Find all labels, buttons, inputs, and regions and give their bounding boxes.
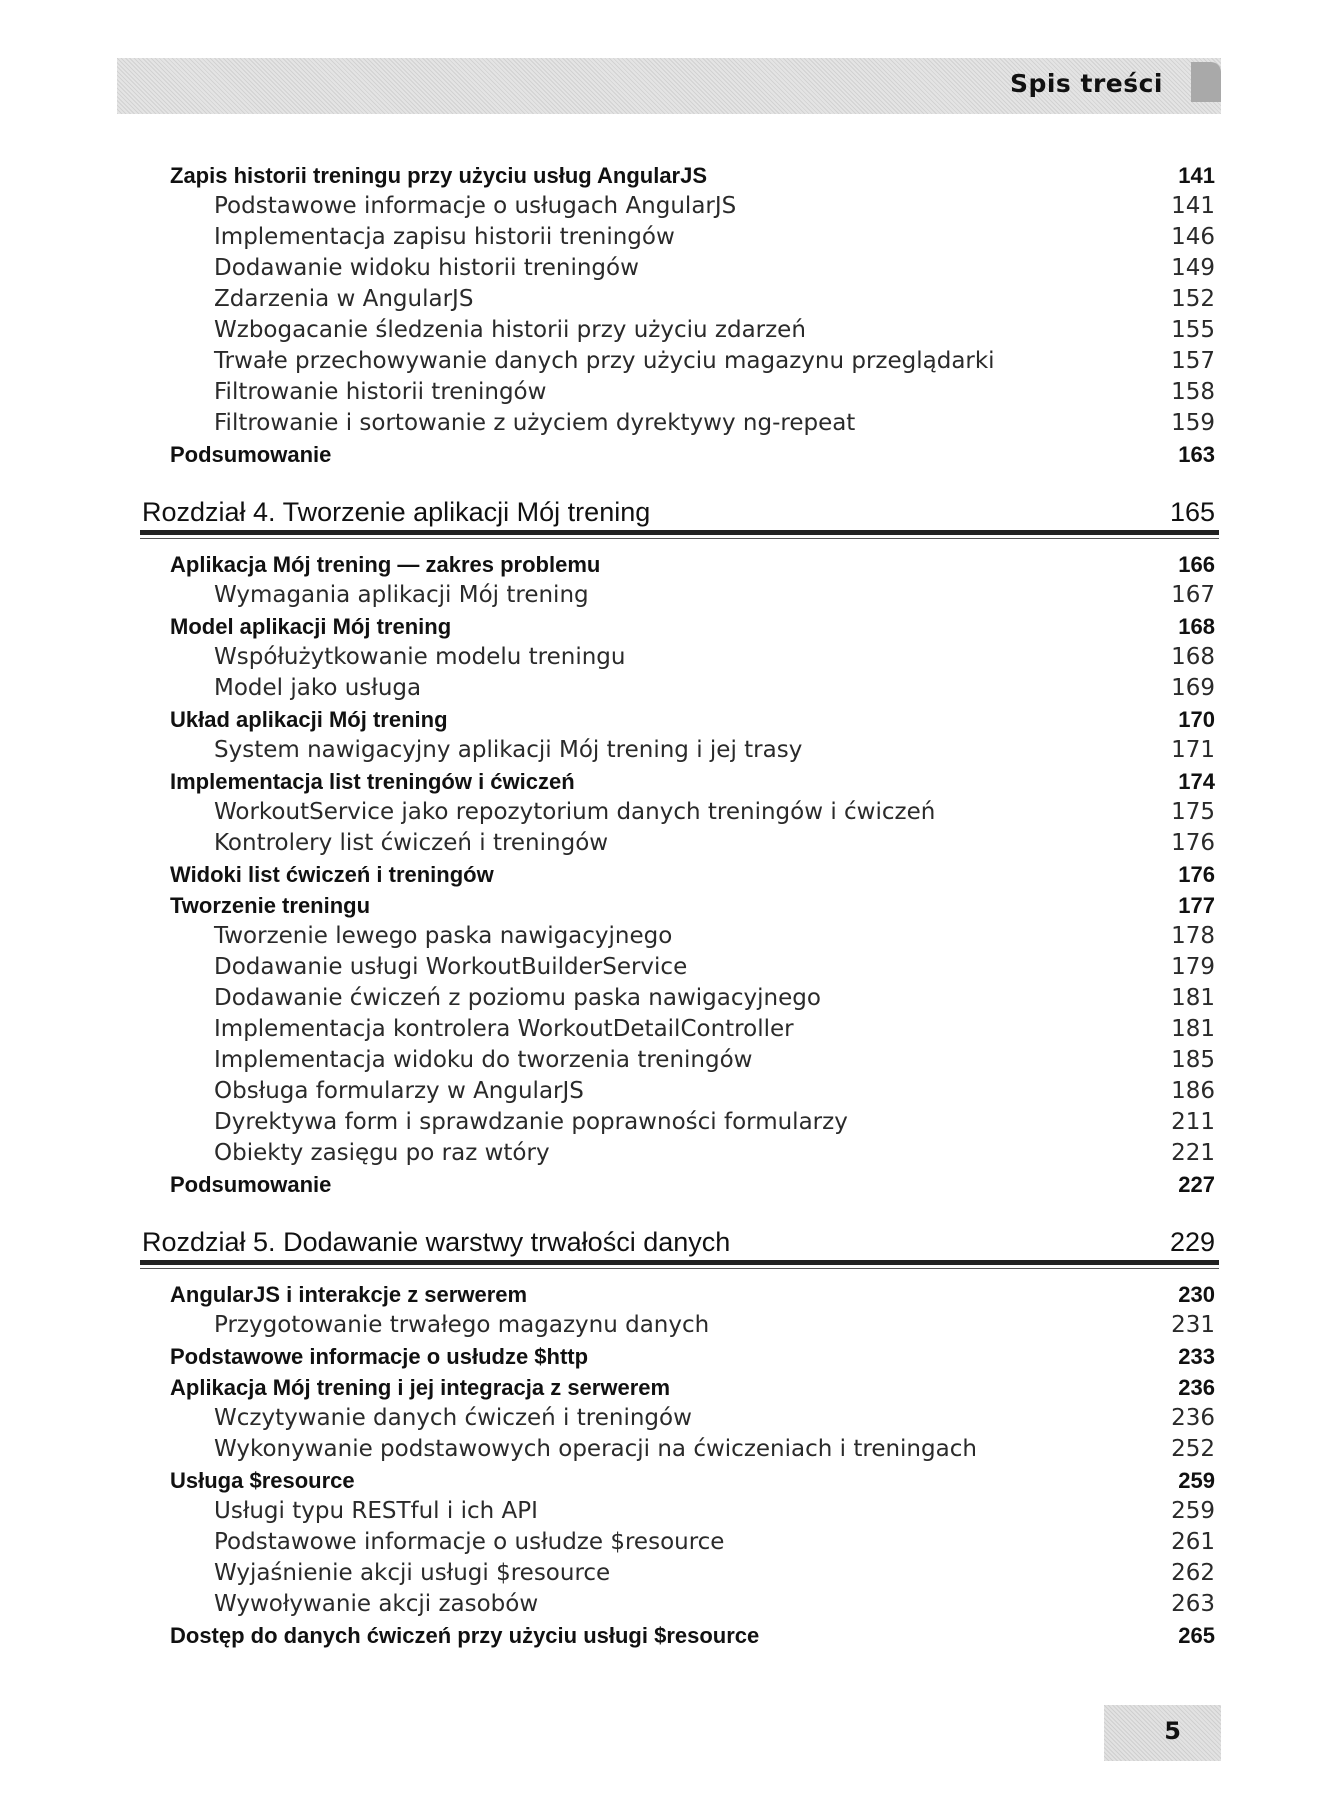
- toc-entry-page: 155: [1171, 317, 1215, 343]
- toc-entry-l2[interactable]: [140, 191, 1219, 222]
- toc-entry-page: 181: [1171, 1016, 1215, 1042]
- toc-entry-title: Implementacja zapisu historii treningów: [214, 224, 675, 250]
- toc-entry-page: 175: [1171, 799, 1215, 825]
- toc-entry-page: 181: [1171, 985, 1215, 1011]
- chapter-page: 165: [1169, 497, 1215, 527]
- toc-entry-page: 141: [1171, 193, 1215, 219]
- toc-entry-title: Filtrowanie i sortowanie z użyciem dyrektywy ng-repeat: [214, 410, 856, 436]
- toc-entry-title: Usługi typu RESTful i ich API: [214, 1498, 538, 1524]
- toc-entry-page: 170: [1178, 707, 1215, 732]
- toc-entry-l2[interactable]: [140, 315, 1219, 346]
- toc-entry-title: Wywoływanie akcji zasobów: [214, 1591, 539, 1617]
- toc-entry-l2[interactable]: [140, 1434, 1219, 1465]
- toc-entry-l1[interactable]: [140, 439, 1219, 470]
- toc-entry-page: 259: [1178, 1468, 1215, 1493]
- toc-entry-l2[interactable]: [140, 1045, 1219, 1076]
- toc-entry-l2[interactable]: [140, 1138, 1219, 1169]
- chapter-heading-4[interactable]: [140, 490, 1219, 535]
- toc-entry-l1[interactable]: [140, 549, 1219, 580]
- toc-entry-l2[interactable]: [140, 1310, 1219, 1341]
- toc-entry-title: Implementacja kontrolera WorkoutDetailController: [214, 1016, 794, 1042]
- toc-entry-l2[interactable]: [140, 1558, 1219, 1589]
- toc-entry-page: 259: [1171, 1498, 1215, 1524]
- toc-entry-title: Przygotowanie trwałego magazynu danych: [214, 1312, 710, 1338]
- toc-entry-page: 176: [1171, 830, 1215, 856]
- toc-entry-title: Wymagania aplikacji Mój trening: [214, 582, 589, 608]
- toc-entry-title: Podsumowanie: [170, 442, 332, 467]
- toc-entry-page: 231: [1171, 1312, 1215, 1338]
- toc-entry-l1[interactable]: [140, 766, 1219, 797]
- toc-entry-page: 176: [1178, 862, 1215, 887]
- toc-entry-l2[interactable]: [140, 408, 1219, 439]
- toc-entry-title: Trwałe przechowywanie danych przy użyciu magazynu przeglądarki: [214, 348, 995, 374]
- toc-entry-title: Podsumowanie: [170, 1172, 332, 1197]
- toc-entry-page: 168: [1178, 614, 1215, 639]
- toc-entry-l2[interactable]: [140, 1014, 1219, 1045]
- toc-entry-title: Aplikacja Mój trening — zakres problemu: [170, 552, 601, 577]
- toc-entry-title: Zapis historii treningu przy użyciu usług AngularJS: [170, 163, 708, 188]
- running-header-title: Spis treści: [1009, 69, 1163, 98]
- toc-entry-title: Dyrektywa form i sprawdzanie poprawności formularzy: [214, 1109, 848, 1135]
- toc-entry-page: 265: [1178, 1623, 1215, 1648]
- toc-entry-page: 230: [1178, 1282, 1215, 1307]
- toc-entry-l2[interactable]: [140, 1527, 1219, 1558]
- toc-entry-l1[interactable]: [140, 160, 1219, 191]
- toc-entry-page: 263: [1171, 1591, 1215, 1617]
- toc-entry-title: Układ aplikacji Mój trening: [170, 707, 448, 732]
- toc-entry-title: Zdarzenia w AngularJS: [214, 286, 474, 312]
- toc-entry-l1[interactable]: [140, 859, 1219, 890]
- toc-entry-page: 157: [1171, 348, 1215, 374]
- toc-entry-title: Wyjaśnienie akcji usługi $resource: [214, 1560, 611, 1586]
- toc-entry-title: Filtrowanie historii treningów: [214, 379, 547, 405]
- toc-entry-l2[interactable]: [140, 1496, 1219, 1527]
- toc-entry-title: Tworzenie treningu: [170, 893, 371, 918]
- toc-entry-title: Tworzenie lewego paska nawigacyjnego: [214, 923, 673, 949]
- toc-entry-title: Implementacja widoku do tworzenia treningów: [214, 1047, 753, 1073]
- toc-entry-page: 159: [1171, 410, 1215, 436]
- toc-section-a: [140, 160, 1219, 470]
- chapter-title: Rozdział 4. Tworzenie aplikacji Mój trening: [142, 497, 651, 527]
- toc-entry-l2[interactable]: [140, 642, 1219, 673]
- toc-entry-title: Podstawowe informacje o usługach AngularJS: [214, 193, 737, 219]
- toc-entry-l2[interactable]: [140, 673, 1219, 704]
- toc-entry-title: Aplikacja Mój trening i jej integracja z serwerem: [170, 1375, 671, 1400]
- toc-entry-l2[interactable]: [140, 222, 1219, 253]
- toc-entry-title: Wzbogacanie śledzenia historii przy użyciu zdarzeń: [214, 317, 806, 343]
- toc-entry-page: 167: [1171, 582, 1215, 608]
- toc-entry-l2[interactable]: [140, 253, 1219, 284]
- toc-entry-page: 252: [1171, 1436, 1215, 1462]
- toc-entry-l1[interactable]: [140, 1169, 1219, 1200]
- toc-entry-title: Wczytywanie danych ćwiczeń i treningów: [214, 1405, 692, 1431]
- toc-entry-l1[interactable]: [140, 1620, 1219, 1651]
- toc-entry-page: 166: [1178, 552, 1215, 577]
- toc-entry-title: Dodawanie widoku historii treningów: [214, 255, 639, 281]
- toc-entry-l2[interactable]: [140, 377, 1219, 408]
- toc-entry-l2[interactable]: [140, 1107, 1219, 1138]
- toc-entry-title: Obsługa formularzy w AngularJS: [214, 1078, 584, 1104]
- toc-entry-l1[interactable]: [140, 1341, 1219, 1372]
- toc-entry-title: Usługa $resource: [170, 1468, 355, 1493]
- toc-entry-page: 168: [1171, 644, 1215, 670]
- toc-entry-l1[interactable]: [140, 1372, 1219, 1403]
- toc-entry-l2[interactable]: [140, 735, 1219, 766]
- table-of-contents: [140, 160, 1219, 1651]
- toc-entry-title: Model aplikacji Mój trening: [170, 614, 452, 639]
- toc-entry-l1[interactable]: [140, 1279, 1219, 1310]
- toc-entry-l2[interactable]: [140, 921, 1219, 952]
- toc-entry-page: 152: [1171, 286, 1215, 312]
- toc-entry-page: 179: [1171, 954, 1215, 980]
- toc-entry-title: Dodawanie usługi WorkoutBuilderService: [214, 954, 688, 980]
- running-header: [117, 58, 1221, 114]
- toc-entry-page: 261: [1171, 1529, 1215, 1555]
- toc-entry-page: 186: [1171, 1078, 1215, 1104]
- toc-entry-l2[interactable]: [140, 797, 1219, 828]
- toc-entry-title: Dostęp do danych ćwiczeń przy użyciu usługi $resource: [170, 1623, 760, 1648]
- toc-entry-page: 174: [1178, 769, 1215, 794]
- toc-entry-page: 185: [1171, 1047, 1215, 1073]
- toc-entry-l2[interactable]: [140, 580, 1219, 611]
- toc-entry-page: 146: [1171, 224, 1215, 250]
- toc-entry-title: Widoki list ćwiczeń i treningów: [170, 862, 494, 887]
- toc-entry-page: 178: [1171, 923, 1215, 949]
- toc-entry-l2[interactable]: [140, 952, 1219, 983]
- toc-entry-l2[interactable]: [140, 346, 1219, 377]
- page-number-box: [1104, 1705, 1221, 1761]
- toc-entry-page: 149: [1171, 255, 1215, 281]
- toc-entry-title: AngularJS i interakcje z serwerem: [170, 1282, 528, 1307]
- toc-entry-title: Podstawowe informacje o usłudze $http: [170, 1344, 589, 1369]
- toc-entry-title: Współużytkowanie modelu treningu: [214, 644, 626, 670]
- toc-entry-l2[interactable]: [140, 983, 1219, 1014]
- toc-entry-l2[interactable]: [140, 1403, 1219, 1434]
- toc-entry-l1[interactable]: [140, 611, 1219, 642]
- toc-entry-title: WorkoutService jako repozytorium danych treningów i ćwiczeń: [214, 799, 936, 825]
- toc-entry-page: 236: [1178, 1375, 1215, 1400]
- toc-entry-page: 211: [1171, 1109, 1215, 1135]
- toc-entry-page: 227: [1178, 1172, 1215, 1197]
- chapter-heading-5[interactable]: [140, 1220, 1219, 1265]
- toc-entry-page: 141: [1178, 163, 1215, 188]
- toc-entry-page: 233: [1178, 1344, 1215, 1369]
- toc-entry-l2[interactable]: [140, 284, 1219, 315]
- toc-entry-page: 171: [1171, 737, 1215, 763]
- thumb-tab-marker: [1191, 62, 1221, 102]
- toc-entry-title: Implementacja list treningów i ćwiczeń: [170, 769, 575, 794]
- chapter-page: 229: [1169, 1227, 1215, 1257]
- toc-entry-title: System nawigacyjny aplikacji Mój trening i jej trasy: [214, 737, 803, 763]
- toc-entry-l2[interactable]: [140, 1589, 1219, 1620]
- toc-entry-l2[interactable]: [140, 828, 1219, 859]
- toc-entry-title: Kontrolery list ćwiczeń i treningów: [214, 830, 609, 856]
- toc-entry-page: 236: [1171, 1405, 1215, 1431]
- toc-entry-page: 169: [1171, 675, 1215, 701]
- toc-entry-page: 158: [1171, 379, 1215, 405]
- toc-entry-page: 177: [1178, 893, 1215, 918]
- toc-entry-page: 163: [1178, 442, 1215, 467]
- toc-entry-l2[interactable]: [140, 1076, 1219, 1107]
- toc-entry-title: Podstawowe informacje o usłudze $resource: [214, 1529, 725, 1555]
- toc-section-b: [140, 549, 1219, 1200]
- toc-entry-title: Obiekty zasięgu po raz wtóry: [214, 1140, 550, 1166]
- toc-entry-l1[interactable]: [140, 1465, 1219, 1496]
- toc-entry-page: 262: [1171, 1560, 1215, 1586]
- toc-section-c: [140, 1279, 1219, 1651]
- toc-entry-title: Model jako usługa: [214, 675, 422, 701]
- chapter-title: Rozdział 5. Dodawanie warstwy trwałości danych: [142, 1227, 731, 1257]
- page-number: 5: [1164, 1717, 1181, 1745]
- toc-entry-page: 221: [1171, 1140, 1215, 1166]
- toc-entry-title: Dodawanie ćwiczeń z poziomu paska nawigacyjnego: [214, 985, 821, 1011]
- toc-entry-title: Wykonywanie podstawowych operacji na ćwiczeniach i treningach: [214, 1436, 977, 1462]
- toc-entry-l1[interactable]: [140, 704, 1219, 735]
- toc-entry-l1[interactable]: [140, 890, 1219, 921]
